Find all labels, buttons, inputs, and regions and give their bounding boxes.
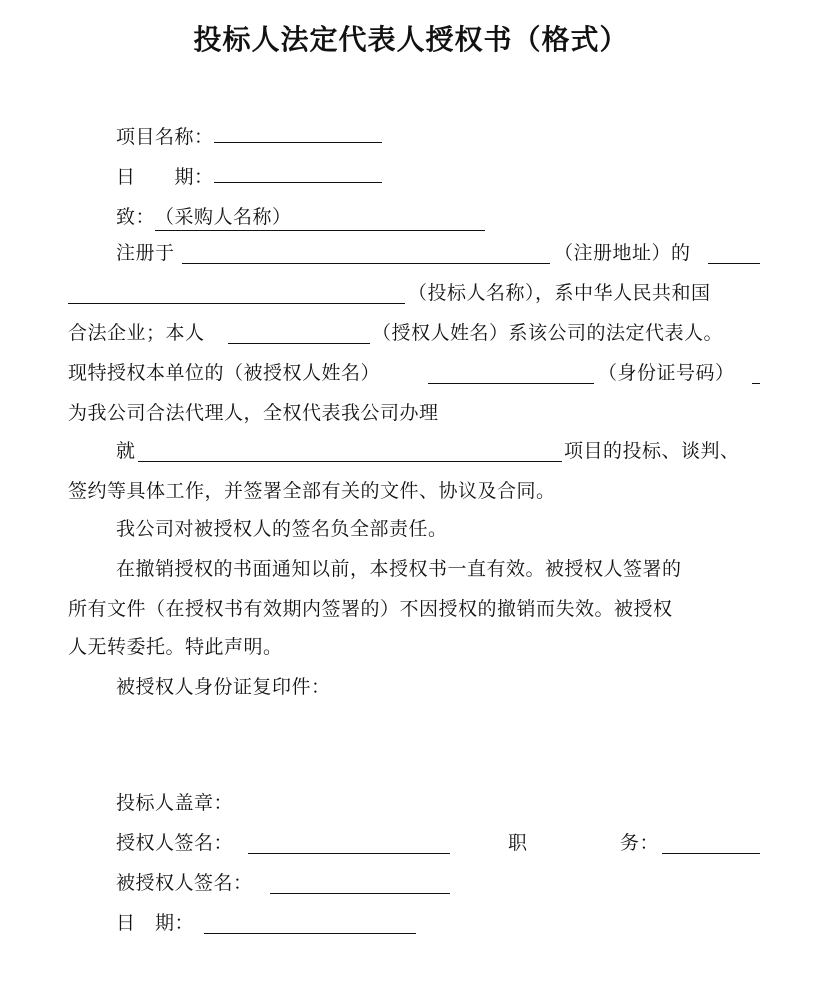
responsibility-text: 我公司对被授权人的签名负全部责任。 [116, 518, 448, 540]
project-name-line [116, 124, 382, 150]
position-label-part2: 务： [620, 832, 660, 854]
date-blank-top[interactable] [214, 164, 382, 183]
date-label-top: 日 期： [116, 166, 214, 188]
project-suffix-text: 项目的投标、谈判、 [564, 440, 740, 462]
id-number-note: （身份证号码） [598, 362, 735, 384]
agent-text: 为我公司合法代理人，全权代表我公司办理 [68, 402, 439, 424]
authorizer-sign-blank[interactable] [248, 853, 450, 854]
authorized-sign-blank[interactable] [270, 893, 450, 894]
purchaser-name-field[interactable] [155, 204, 485, 231]
authorizer-name-note: （授权人姓名）系该公司的法定代表人。 [372, 322, 724, 344]
project-prefix-text: 就 [116, 440, 136, 462]
authorizer-sign-label: 授权人签名： [116, 832, 234, 854]
authorized-person-name-blank[interactable] [428, 383, 594, 384]
authorizer-name-blank[interactable] [228, 343, 370, 344]
registered-prefix-text: 注册于 [116, 242, 175, 264]
project-name-blank[interactable] [214, 124, 382, 143]
to-line [116, 204, 485, 231]
project-blank[interactable] [138, 461, 562, 462]
id-copy-label: 被授权人身份证复印件： [116, 676, 331, 698]
validity-paragraph-line3: 人无转委托。特此声明。 [68, 636, 283, 658]
date-line-top [116, 164, 382, 190]
date-blank-bottom[interactable] [204, 933, 416, 934]
validity-paragraph-line2: 所有文件（在授权书有效期内签署的）不因授权的撤销而失效。被授权 [68, 598, 673, 620]
document-title: 投标人法定代表人授权书（格式） [193, 23, 629, 56]
project-name-label: 项目名称： [116, 126, 214, 148]
bidder-name-note: （投标人名称），系中华人民共和国 [408, 282, 711, 304]
legal-enterprise-text: 合法企业；本人 [68, 322, 205, 344]
to-label: 致： [116, 206, 156, 228]
bidder-name-blank-part1[interactable] [708, 263, 760, 264]
id-number-blank[interactable] [752, 383, 760, 384]
purchaser-name-placeholder: （采购人名称） [155, 206, 292, 228]
signing-text: 签约等具体工作，并签署全部有关的文件、协议及合同。 [68, 480, 556, 502]
validity-paragraph-line1: 在撤销授权的书面通知以前，本授权书一直有效。被授权人签署的 [116, 558, 682, 580]
bidder-seal-label: 投标人盖章： [116, 792, 234, 814]
registered-address-blank[interactable] [182, 263, 550, 264]
date-label-bottom: 日 期： [116, 912, 195, 934]
position-label-part1: 职 [508, 832, 528, 854]
bidder-name-blank-part2[interactable] [68, 303, 405, 304]
authorized-sign-label: 被授权人签名： [116, 872, 253, 894]
authorize-text: 现特授权本单位的（被授权人姓名） [68, 362, 381, 384]
position-blank[interactable] [662, 853, 760, 854]
registered-address-note: （注册地址）的 [554, 242, 691, 264]
